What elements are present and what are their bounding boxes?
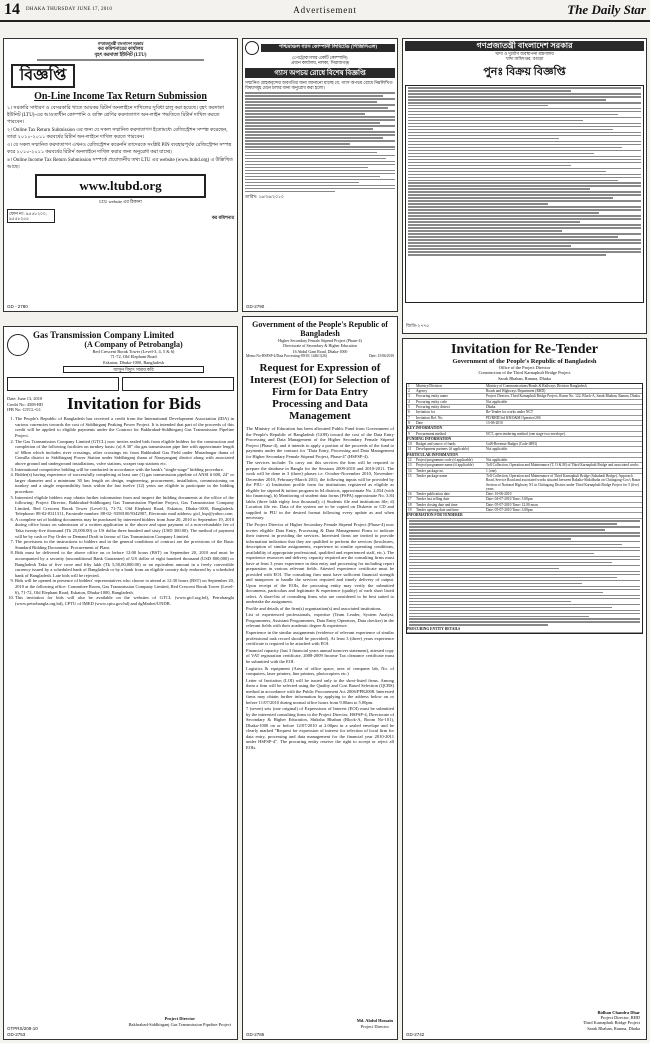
table-row: 10 Budget and source of funds GoB-Revenue Budget (Code-4893) [407,442,642,447]
ad5-addr2: 71-72, Old Elephant Road [110,354,157,360]
ad2-gd: GD-2790 [246,304,265,309]
ad5-item: 1. The People's Republic of Bangladesh has received a credit from the International Development Association (IDA) in various currencies towards the cost of Siddhirganj Peaking Power Project. It is intended that part of the proceeds of this credit will be applied to eligible payments under the Contract for Bakhrabad-Siddhirganj Gas Transmission Pipeline Project. [15,416,234,438]
ad1-site-caption: LTU website এর ঠিকানা [99,199,142,205]
ad2-title: গ্যাস অপচয় রোধে বিশেষ বিজ্ঞপ্তি [245,68,395,78]
ad1-org3: বৃহৎ করদাতা ইউনিট (LTU) [94,52,147,58]
ad5-ifb: IFB No: GTCL-G1 [7,406,41,412]
ad-rhd-retender [402,338,647,1040]
ad4-para3: The Project Director of Higher Secondary Female Stipend Project (Phase-4) now invites eligible Data Entry, Processing & Data Management Firms to indicate their interest in providing the services. Interested firms are invited to provide information indication that they are qualified to perform the services (brochures, description of similar assignments, experience in similar operating conditions, availability of appropriate professional, qualified and experienced staff, etc.). The experience resources and delivery capacity required are the consulting firms must have at least 3 years experience in data entry and processing for including report preparation in various relevant fields. Attested experience certificate must be provided with EOI. The consulting firm must have sufficient financial strength and manpower to handle the services required and timely delivery of output. Upon receipt of the EOIs, the procuring entity may verify the submitted documents, particulars and legitimate & experience (quality) of each short listed select. A short-list of consulting firms who are considered to be best suited to undertake the assignment. [246,522,394,605]
ad6-gov: Government of the People's Republic of Bangladesh [452,358,597,365]
ad6-title: Invitation for Re-Tender [451,342,598,357]
ad4-para4: Letter of Invitation (LOI) will be issued only to the short-listed firms. Among them a firm will be selected using the Quality and Cost Based Selection (QCBS) method in accordance with the Public Procurement Act 2006/PPR2008. Interested firms may obtain further information by applying to the address below on or before 11/07/2010 during normal office hours from 9.00am to 5.00pm. [246,677,394,705]
table-row: 2 Agency Roads and Highways Department (RHD) [407,389,642,394]
ad4-bullet: Financial capacity (last 3 financial years annual turnover statement), attested copy of VAT registration certificate, 2008-2009 Income Tax clearance certificate must be submitted with the EOI. [246,647,394,664]
ad3-sub2: খাদ্য অধিদপ্তর, বগুড়া [505,56,544,62]
ad2-addr: প্রধান কার্যালয়, নলকা, সিরাজগঞ্জ [291,60,349,66]
ad5-company: Gas Transmission Company Limited [33,330,174,340]
ad2-text-block [245,92,395,192]
table-section: PROCURING ENTITY DETAILS [407,627,642,632]
ad4-sign-title: Project Director [360,1023,389,1029]
ad5-item: 5. Interested eligible bidders may obtain further information from and inspect the bidding documents at the office of the following: Project Director, Bakhrabad-Siddhirganj Gas Transmission Pipeline Project, Gas Transmission Company Limited, Red Crescent Borak Tower (Level-3), 71-72, Old Elephant Road, Eskaton, Dhaka-1000, Bangladesh. Telephone: 88-02-8311311, Facsimile number: 88-02- 9358100/9342907, Electronic mail address: gtcl_bsp@yahoo.com [15,495,234,517]
table-row: 9 Procurement method NCT, open tendering method (one stage two envelope). [407,432,642,437]
table-row: 15 Tender package name Toll Collection, Operation and Maintenance of Third Karnaphuli Bridge (Sahabadi Bridge), Approach Road, Service Road and associated works situated between Bakalia-Shikolbaha on Chittagong-Cox's Bazar Section of National Highway N1 in Chittagong District under Third Karnaphuli Bridge Project for 5 (five) years. [408,473,641,491]
ad5-addr1: Red Crescent Borak Tower (Level-3, 4, 5 & 6) [92,349,175,354]
masthead-date: DHAKA THURSDAY JUNE 17, 2010 [26,7,113,12]
ad1-para4: ৪। Online Income Tax Return Submission সম্পর্কে প্রয়োজনীয় তথ্য LTU এর website (www.ltubd.org) এ উল্লিখিত আছে। [7,158,233,171]
ad6-office: Office of the Project Director [498,365,551,370]
ad4-line3: 16 Abdul Gani Road, Dhaka-1000 [292,348,348,354]
ad6-sign-addr: Sarak Bhaban, Ramna, Dhaka [587,1025,640,1031]
ad5-item: 6. A complete set of bidding documents may be purchased by interested bidders from June 20, 2010 to September 19, 2010 during office hours on submission of a written application to the above and upon payment of a non-refundable fee of Taka twenty-five thousand (Tk 25,000.00) or US dollar three hundred and sixty (USD 360.00). The method of payment will be by cash or Pay Order or Demand Draft in favour of Gas Transmission Company Limited. [15,517,234,539]
table-section: INFORMATION FOR TENDERER [407,513,642,518]
ad5-bn-box-right [122,377,234,391]
ad-food-resale [402,38,647,334]
ad1-org1: গণপ্রজাতন্ত্রী বাংলাদেশ সরকার [97,42,144,46]
ad1-website[interactable]: www.ltubd.org [35,174,206,198]
table-row: 13 Project/programme name (if applicable) Toll Collection, Operation and Maintenance (T, O & M) of Third Karnaphuli Bridge and associated works [407,463,642,468]
ad4-bullet: Experience in the similar assignments (evidence of relevant experience of similar professional task record should be provided). At least 3 (three) years experience certificate is required to be attached with EOI. [246,630,394,647]
table-section: KEY INFORMATION [407,426,642,431]
section-label: Advertisement [293,5,357,15]
ad-gtcl-invitation-for-bids [3,326,238,1040]
table-row: 17 Tender last selling date Date: 04-07-2010 Time: 5.00pm [407,497,642,502]
masthead [0,0,650,22]
ad3-table [405,85,644,303]
ad1-heading: বিজ্ঞপ্তি [11,64,75,88]
ad-eoi-data-entry [242,316,398,1040]
pgcl-logo-icon [245,41,259,55]
ad1-title: On-Line Income Tax Return Submission [34,90,207,102]
ad1-contact: ফোন নং: ৯৫৫৮২০০, ৯৫৫৮২৫৫ [7,209,55,224]
ad5-date: Date: June 13, 2010 [7,396,43,402]
ad1-sign: কর কমিশনার [211,214,234,220]
ad-pgcl-gas [242,38,398,312]
ad5-item: 2. The Gas Transmission Company Limited (GTCL) now invites sealed bids from eligible bidders for the construction and completion of the following facilities on turnkey basis: (a) A 30" dia gas transmission pipe line with approximate length of 60km which includes river crossings, other crossings etc from Bakhrabad Gas Field under Muradnagar thana of Comilla district to Siddhirganj Power Station under Siddhirganj thana of Narayanganj district along with associated above ground and underground installations, valve stations, scraper trap stations etc. [15,439,234,467]
table-row: 14 Tender package no. 1 (one). [407,469,642,474]
ad6-sign-name: Bidhan Chandra Dhar [597,1009,640,1015]
table-section: PARTICULAR INFORMATION [407,453,642,458]
ad2-sub: (পেট্রোবাংলার একটি কোম্পানি) [292,55,348,60]
ad4-para2: The services include: To carry out this services the firm will be required to prepare the database in Bangla for the Sessions 2009-2010 and 2010-2011. The work will be done in 3 (three) phases i.e. October-November 2010, November-December 2010, February-March 2011; the following inputs will be provided by the PIU:- a) Institution profile form for institutions registered as eligible as eligible for stipend & tuition program in 64 districts, approximate No. 2,054 (with bio financing), b) Monitoring of student data forms (FSPA) approximate No. 3.84 lakhs (three lakh eighty four thousand); c) Students file and institutions file; d) Location file etc. Data of the system are to be copied on Diskette or CD and supplied to PIU in the desired format following every update as and when necessary. [246,460,394,521]
ad1-gd: GD - 2780 [7,304,28,309]
ad3-title: পুনঃ বিক্রয় বিজ্ঞপ্তি [483,65,566,78]
ad5-item: 4. Bidder(s) having experience of successfully completing at least one (1) gas transmission pipeline of ANSI # 600, 24" or larger diameter and a minimum 30 km length on design, engineering, procurement, installation, commissioning on turnkey and a single responsibility basis within the last twelve (12) years are eligible to participate in the bidding procedure. [15,472,234,494]
ad1-para2: ২। Online Tax Return Submission এর জন্য যে সকল সম্মানিত করদাতাগণ ইতোমধ্যে রেজিস্ট্রেশন সম্পন্ন করেছেন, তারা ২০১০-২০১১ করবর্ষের রিটার্ন অন-লাইনে দাখিল করতে পারবেন। [7,128,228,141]
ad-ltu-online-tax [3,38,238,312]
ad6-gd: GD-2742 [406,1032,425,1037]
ad5-bn-banner: আসুন বিদ্যুৎ সাশ্রয় করি [63,366,204,373]
ad5-sign-title: Project Director [164,1016,196,1022]
ad5-item: 8. Bids must be delivered to the above office on or before 12:00 hours (BST) on September 20, 2010 and must be accompanied by a security (unconditional Bank Guarantee) of US dollar of eight hundred thousand (USD 800,000) or Bangladesh Taka of five crore and fifty lakh (Tk 5,50,00,000.00) or an equivalent amount in a freely convertible currency issued by a scheduled bank of Bangladesh or by a bank from an eligible country duly endorsed by a scheduled bank of Bangladesh. Late bids will be rejected. [15,550,234,578]
ad1-para3: ৩। যে সকল সম্মানিত করদাতাগণ এখনও রেজিস্ট্রেশন করেননি তাদেরকে সংশ্লিষ্ট PIN ব্যবহারপূর্বক রেজিস্ট্রেশন সম্পন্ন করে ২০১০-২০১১ করবর্ষের রিটার্ন অনলাইনে দাখিল করার জন্য অনুরোধ করা যাচ্ছে। [7,143,232,156]
table-row: 8 Date 13-06-2010 [407,421,642,426]
ad2-body: সম্মানিত গ্রাহকবৃন্দের অবগতির জন্য জানানো যাচ্ছে যে, গ্যাস অপচয় রোধে নিম্নলিখিত বিষয়সমূহ মেনে চলার জন্য অনুরোধ করা হলো। [245,79,393,90]
ad5-ref: GTPRS/208-10 [7,1026,38,1031]
ad4-line1: Higher Secondary Female Stipend Project (Phase-4) [278,338,362,343]
ad5-sub: (A Company of Petrobangla) [84,340,183,349]
ad2-date: তারিখ: ১৬/০৬/২০১০ [245,194,284,200]
ad4-title: Government of the People's Republic of Bangladesh [252,320,388,338]
ad6-table [406,383,643,634]
ad4-heading: Request for Expression of Interest (EOI) for Selection of Firm for Data Entry Processing and Data Management [249,362,391,423]
ad6-proj: Construction of the Third Karnaphuli Bridge Project [478,370,571,376]
table-row: 19 Tender opening date and time Date: 05-07-2010 Time: 3.00pm [407,508,642,513]
ad5-item: 10. This invitation for bids will also be available on the websites of GTCL (www.gtcl.org.bd), Petrobangla (www.petrobangla.org.bd), CPTU of IMED (www.cptu.gov.bd) and dgMarket/UNDB. [15,595,234,606]
ad1-org2: কর কমিশনারের কার্যালয় [97,47,144,53]
ad6-sign-proj: Third Karnaphuli Bridge Project [582,1020,640,1026]
ad6-sign-title: Project Director, RHD [600,1015,640,1021]
table-row: 6 Invitation for Re-Tender for works under NCT [407,410,642,415]
ad1-para1: ১। সরকারি সাধারণ ও বেসরকারি খাতে আয়কর রিটার্ন অনলাইনে দাখিলের সুবিধা চালু করা হয়েছে। বৃহৎ করদাতা ইউনিট (LTU)-এর আওতাধীন কোম্পানি ও ব্যক্তি শ্রেণির করদাতাগণ অন-লাইন পদ্ধতিতে রিটার্ন দাখিল করতে পারবেন। [7,105,224,125]
ad4-gd: GD-2785 [246,1032,265,1037]
table-row: 16 Tender publication date Date: 16-06-2010 [407,492,642,497]
ad4-bullet: List of experienced professionals, expertise (Team Leader, System Analyst, Programmers, Assistant Programmers, Data Entry Operators, Data checker) in the relevant fields with their academic degree & experience. [246,612,394,629]
ad4-line2: Directorate of Secondary & Higher Education [283,343,357,349]
ad4-bullet: Logistics & equipment (Area of office space, area of computer lab, No. of computers, laser printers, line printers, photocopiers etc.) [246,665,394,676]
table-section: FUNDING INFORMATION [407,437,642,442]
ad6-info-block [407,520,642,626]
table-row: 18 Tender closing date and time Date: 05-07-2010 Time: 12.00 noon [407,503,642,508]
ad5-sign-sub: Bakhrabad-Siddhirganj Gas Transmission Pipeline Project [128,1021,231,1027]
table-row: 1 Ministry/Division Ministry of Communications/Roads & Railways Division Bangladesh [407,384,642,389]
ad4-memo-date: Date: 15/06/2010 [368,353,394,358]
gtcl-logo-icon [7,334,29,356]
ad5-item: 9. Bids will be opened in presence of bidders' representatives who choose to attend at 12:30 hours (BST) on September 20, 2010 at the following office: Committee Room, Gas Transmission Company Limited, Red Crescent Borak Tower (Level-6), 71-72, Old Elephant Road, Eskaton, Dhaka-1000, Bangladesh. [15,578,234,595]
ad6-addr: Sarak Bhaban, Ramna, Dhaka [498,375,551,381]
ad5-bn-box-left [7,377,119,391]
ad5-addr3: Eskaton, Dhaka-1000, Bangladesh [103,359,164,365]
ad3-sub: খাদ্য ও দুর্যোগ ব্যবস্থাপনা মন্ত্রণালয় [495,51,554,56]
ad4-para1: The Ministry of Education has been allocated Public Fund from Government of the People's Republic of Bangladesh (GOB) toward the cost of the Data Entry Processing and Data Management of the Higher Secondary Female Stipend Project (Phase-4), and it intends to apply a portion of the proceeds of the fund to payments under the contract for "Data Entry, Processing and Data Management for Higher Secondary Female Stipend Project, Phase-4" (HSFSP-4). [246,426,394,459]
ad5-item: 7. The provisions in the instructions to bidders and in the general conditions of contract are the provisions of the Basic Standard Bidding Documents: Procurement of Plant. [15,539,234,550]
ad3-gd: জিডি-২৭৭৫ [406,323,430,328]
table-row: 11 Development partners (if applicable) Not applicable. [407,447,642,452]
ad3-org: গণপ্রজাতন্ত্রী বাংলাদেশ সরকার [405,41,644,51]
ad5-credit: Credit No: 4508-BD [7,401,44,407]
table-row: 7 Invitation Ref. No. PD/RHD/3rd KB/O&M Operator/206 [407,416,642,421]
paper-name: The Daily Star [567,2,646,17]
ad2-org: পশ্চিমাঞ্চল গ্যাস কোম্পানী লিমিটেড (পিজিসিএল) [261,44,395,52]
page-number: 14 [4,1,20,18]
ad5-title: Invitation for Bids [67,394,201,414]
ad4-bullet: Profile and details of the firm(s) organization(s) and associated institutions. [246,605,382,611]
ad4-sign-name: Md. Abdul Hossain [356,1018,393,1024]
ad4-para5: 7 (seven) sets (one original) of Expressions of Interest (EOI) must be submitted by the interested consulting firms to the Project Director, HSFSP-4, Directorate of Secondary & Higher Education, Shiksha Bhaban (Block-A, Room No-101), Dhaka-1000 on or before 12/07/2010 at 2.00pm in a sealed envelope and be clearly marked "Request for expression of interest for selection of local firm for data entry, processing and data management for the financial year 2010-2011 under HSFSP-4". The procuring entity reserve the right to accept or reject all EOIs. [246,706,394,750]
ad4-memo: Memo No-HSFSP-4/Data Processing-09/10/ 1446/1(26) [246,353,327,358]
table-row: 5 Procuring entity district Dhaka [407,405,642,410]
ad5-item: 3. International competitive bidding will be conducted in accordance with the bank's "single-stage" bidding procedure. [15,467,234,473]
table-row: 4 Procuring entity code Not applicable [407,400,642,405]
table-row: 3 Procuring entity name Project Director, Third Karnaphuli Bridge Project, Room No. 122, Block-A, Sarak Bhaban, Ramna, Dhaka. [408,394,641,399]
ad5-gd: GD-2753 [7,1032,26,1037]
table-row: 12 Project/programme code (if applicable) Not applicable. [407,458,642,463]
